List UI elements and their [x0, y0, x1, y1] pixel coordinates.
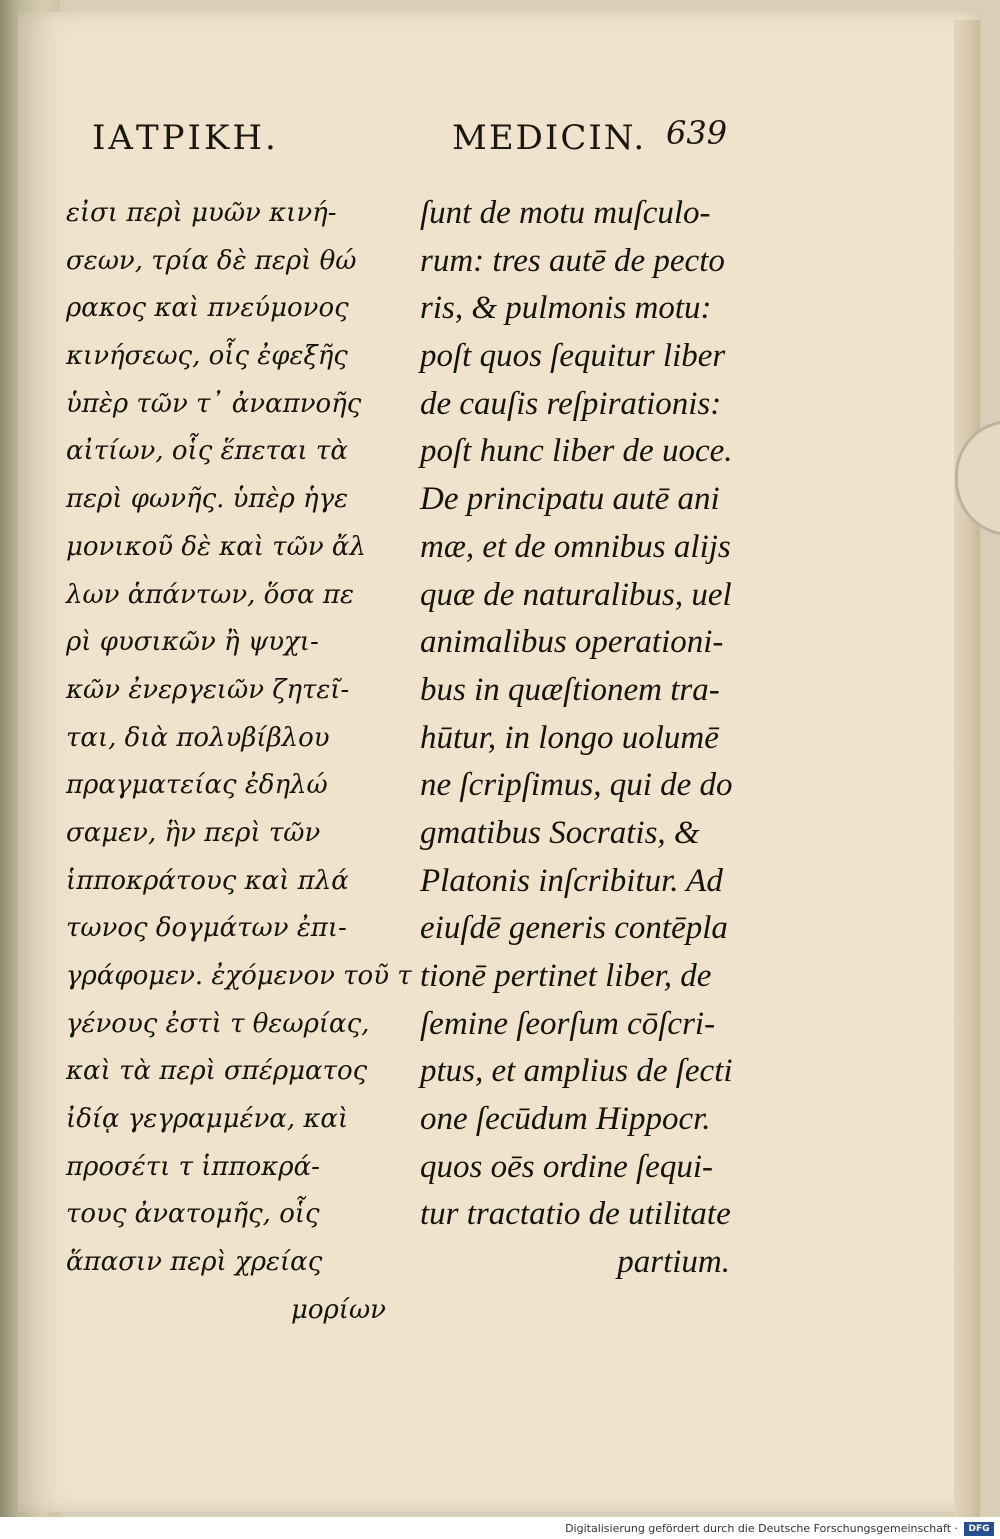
greek-line: ὑπὲρ τῶν τ᾽ ἀναπνοῆς: [66, 388, 362, 419]
greek-line: ἰδίᾳ γεγραμμένα, καὶ: [66, 1104, 349, 1135]
page-edge: [954, 20, 980, 1520]
greek-line: τους ἀνατομῆς, οἷς: [66, 1199, 320, 1230]
latin-line: tionē pertinet liber, de: [420, 958, 712, 994]
greek-line: κῶν ἐνεργειῶν ζητεῖ-: [66, 674, 350, 705]
latin-line: de cauſis reſpirationis:: [420, 385, 722, 422]
greek-column: [66, 190, 412, 1335]
greek-line: ρὶ φυσικῶν ἢ ψυχι-: [66, 627, 319, 658]
latin-line: quos oēs ordine ſequi-: [420, 1148, 713, 1185]
running-head-greek: ΙΑΤΡΙΚΗ.: [92, 118, 279, 158]
latin-line: poſt quos ſequitur liber: [420, 338, 726, 375]
latin-line: one ſecūdum Hippocr.: [420, 1101, 711, 1138]
latin-line: hūtur, in longo uolumē: [420, 719, 719, 756]
latin-line: De principatu autē ani: [420, 481, 720, 518]
latin-line: rum: tres autē de pecto: [420, 242, 725, 279]
funding-note: Digitalisierung gefördert durch die Deutsche Forschungsgemeinschaft ·: [565, 1522, 958, 1535]
greek-line: ται, διὰ πολυβίβλου: [66, 722, 330, 753]
latin-line: quæ de naturalibus, uel: [420, 576, 732, 613]
greek-line: γράφομεν. ἐχόμενον τοῦ τ: [66, 961, 412, 991]
greek-line: εἰσι περὶ μυῶν κινή-: [66, 198, 337, 228]
greek-line: καὶ τὰ περὶ σπέρματος: [66, 1056, 368, 1087]
latin-column: [420, 190, 750, 1287]
greek-line: σαμεν, ἣν περὶ τῶν: [66, 817, 321, 848]
greek-line: σεων, τρία δὲ περὶ θώ: [66, 245, 357, 276]
greek-line: μονικοῦ δὲ καὶ τῶν ἄλ: [66, 531, 366, 562]
greek-line: μορίων: [290, 1294, 386, 1325]
greek-line: ρακος καὶ πνεύμονος: [66, 293, 349, 324]
dfg-logo: DFG: [964, 1522, 994, 1536]
latin-line: ſemine ſeorſum cōſcri-: [420, 1005, 716, 1042]
latin-line: ptus, et amplius de ſecti: [420, 1053, 733, 1090]
page-number: 639: [666, 114, 728, 152]
latin-line: gmatibus Socratis, &: [420, 814, 700, 851]
greek-line: κινήσεως, οἷς ἐφεξῆς: [66, 341, 348, 372]
latin-line: bus in quæſtionem tra-: [420, 671, 720, 708]
latin-line: tur tractatio de utilitate: [420, 1196, 731, 1233]
greek-line: αἰτίων, οἷς ἕπεται τὰ: [66, 436, 348, 467]
greek-line: ἅπασιν περὶ χρείας: [66, 1247, 323, 1278]
greek-line: τωνος δογμάτων ἐπι-: [66, 913, 347, 944]
latin-line: Platonis inſcribitur. Ad: [420, 862, 723, 899]
running-head-latin: MEDICIN.: [452, 118, 647, 158]
latin-line: eiuſdē generis contēpla: [420, 910, 728, 947]
latin-line: poſt hunc liber de uoce.: [420, 433, 733, 470]
latin-line: ne ſcripſimus, qui de do: [420, 767, 733, 804]
latin-line: partium.: [617, 1244, 730, 1281]
latin-line: ſunt de motu muſculo-: [420, 195, 711, 231]
footer-bar: [0, 1517, 1000, 1539]
greek-line: ἱπποκράτους καὶ πλά: [66, 865, 349, 896]
greek-line: λων ἁπάντων, ὅσα πε: [66, 579, 354, 610]
latin-line: mæ, et de omnibus alijs: [420, 528, 731, 565]
greek-line: πραγματείας ἐδηλώ: [66, 770, 328, 801]
greek-line: γένους ἐστὶ τ θεωρίας,: [66, 1008, 370, 1039]
greek-line: προσέτι τ ἱπποκρά-: [66, 1151, 320, 1182]
latin-line: ris, & pulmonis motu:: [420, 290, 712, 327]
latin-line: animalibus operationi-: [420, 624, 724, 661]
greek-line: περὶ φωνῆς. ὑπὲρ ἡγε: [66, 484, 349, 515]
